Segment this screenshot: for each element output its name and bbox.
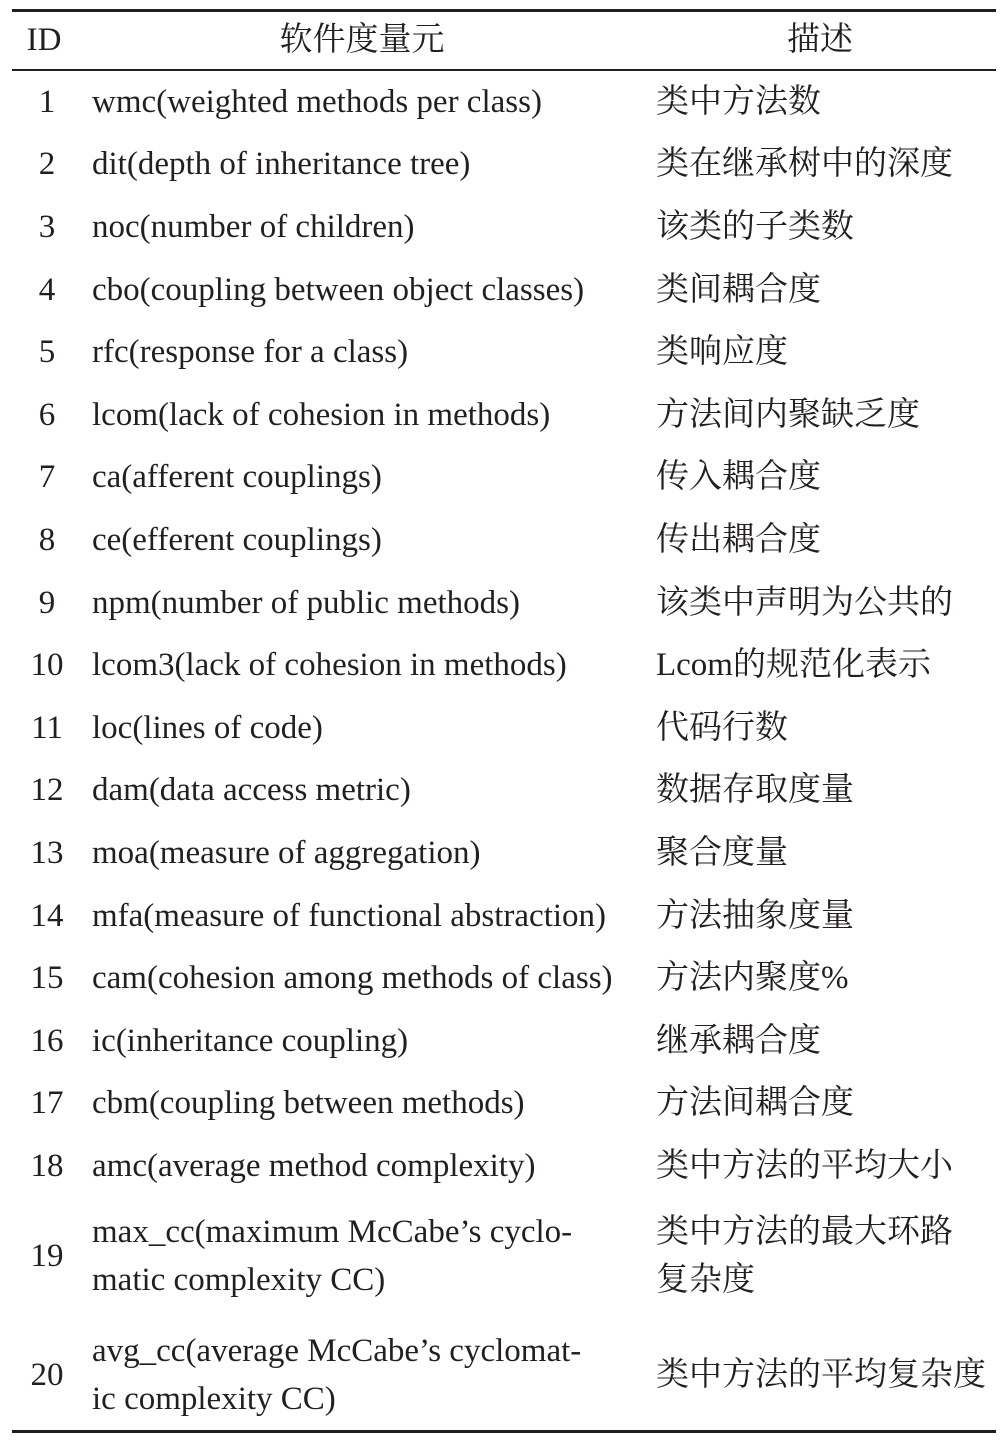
row-id: 19 [30, 1238, 64, 1274]
row-metric: moa(measure of aggregation) [92, 835, 481, 871]
row-metric: ca(afferent couplings) [92, 459, 382, 495]
row-description: 聚合度量 [656, 835, 788, 871]
row-metric: cbm(coupling between methods) [92, 1085, 525, 1121]
row-id: 3 [38, 209, 56, 245]
row-description: 继承耦合度 [656, 1023, 821, 1059]
row-metric-line: avg_cc(average McCabe’s cyclomat- [92, 1333, 582, 1369]
row-id: 20 [30, 1357, 64, 1393]
row-metric: ce(efferent couplings) [92, 522, 382, 558]
row-metric-line: matic complexity CC) [92, 1262, 386, 1298]
row-metric: cam(cohesion among methods of class) [92, 960, 613, 996]
row-description: 代码行数 [656, 710, 788, 746]
row-metric-line: ic complexity CC) [92, 1381, 336, 1417]
row-id: 13 [30, 835, 64, 871]
row-id: 15 [30, 960, 64, 996]
row-id: 7 [38, 459, 56, 495]
row-id: 11 [31, 710, 63, 746]
table-bottom-rule [12, 1430, 996, 1433]
row-id: 2 [38, 146, 56, 182]
row-id: 6 [38, 397, 56, 433]
row-description: 方法抽象度量 [656, 898, 854, 934]
row-description: 该类的子类数 [656, 209, 854, 245]
row-description: 该类中声明为公共的 [656, 585, 953, 621]
row-id: 8 [38, 522, 56, 558]
row-description: 类中方法的平均复杂度 [656, 1357, 986, 1393]
row-description: 类中方法的平均大小 [656, 1148, 953, 1184]
header-description: 描述 [787, 22, 853, 58]
row-description-line: 类中方法的最大环路 [656, 1214, 953, 1250]
row-description [656, 1208, 1001, 1304]
table-header-rule [12, 69, 996, 71]
row-description: 类在继承树中的深度 [656, 146, 953, 182]
row-description: 类响应度 [656, 334, 788, 370]
row-id: 16 [30, 1023, 64, 1059]
row-id: 17 [30, 1085, 64, 1121]
row-metric: dit(depth of inheritance tree) [92, 146, 471, 182]
row-metric: dam(data access metric) [92, 772, 411, 808]
table-top-rule [12, 9, 996, 12]
row-metric: loc(lines of code) [92, 710, 323, 746]
row-metric: lcom(lack of cohesion in methods) [92, 397, 551, 433]
row-description: Lcom的规范化表示 [656, 647, 931, 683]
row-description: 类间耦合度 [656, 272, 821, 308]
row-id: 5 [38, 334, 56, 370]
row-description: 方法间内聚缺乏度 [656, 397, 920, 433]
row-metric: ic(inheritance coupling) [92, 1023, 409, 1059]
row-id: 18 [30, 1148, 64, 1184]
row-description: 类中方法数 [656, 84, 821, 120]
row-description-line: 复杂度 [656, 1262, 755, 1298]
row-id: 14 [30, 898, 64, 934]
row-description: 传出耦合度 [656, 522, 821, 558]
row-id: 4 [38, 272, 56, 308]
row-id: 10 [30, 647, 64, 683]
row-description: 数据存取度量 [656, 772, 854, 808]
row-id: 12 [30, 772, 64, 808]
row-metric: lcom3(lack of cohesion in methods) [92, 647, 567, 683]
row-metric: noc(number of children) [92, 209, 415, 245]
row-metric [92, 1208, 640, 1304]
row-metric: wmc(weighted methods per class) [92, 84, 542, 120]
row-id: 9 [38, 585, 56, 621]
row-metric [92, 1327, 640, 1423]
row-metric-line: max_cc(maximum McCabe’s cyclo- [92, 1214, 573, 1250]
row-metric: rfc(response for a class) [92, 334, 409, 370]
row-metric: cbo(coupling between object classes) [92, 272, 585, 308]
header-metric: 软件度量元 [279, 22, 445, 58]
row-metric: mfa(measure of functional abstraction) [92, 898, 607, 934]
row-description: 方法间耦合度 [656, 1085, 854, 1121]
row-description: 方法内聚度% [656, 960, 849, 996]
row-id: 1 [38, 84, 56, 120]
row-metric: npm(number of public methods) [92, 585, 521, 621]
header-id: ID [26, 22, 62, 58]
row-description: 传入耦合度 [656, 459, 821, 495]
row-metric: amc(average method complexity) [92, 1148, 536, 1184]
